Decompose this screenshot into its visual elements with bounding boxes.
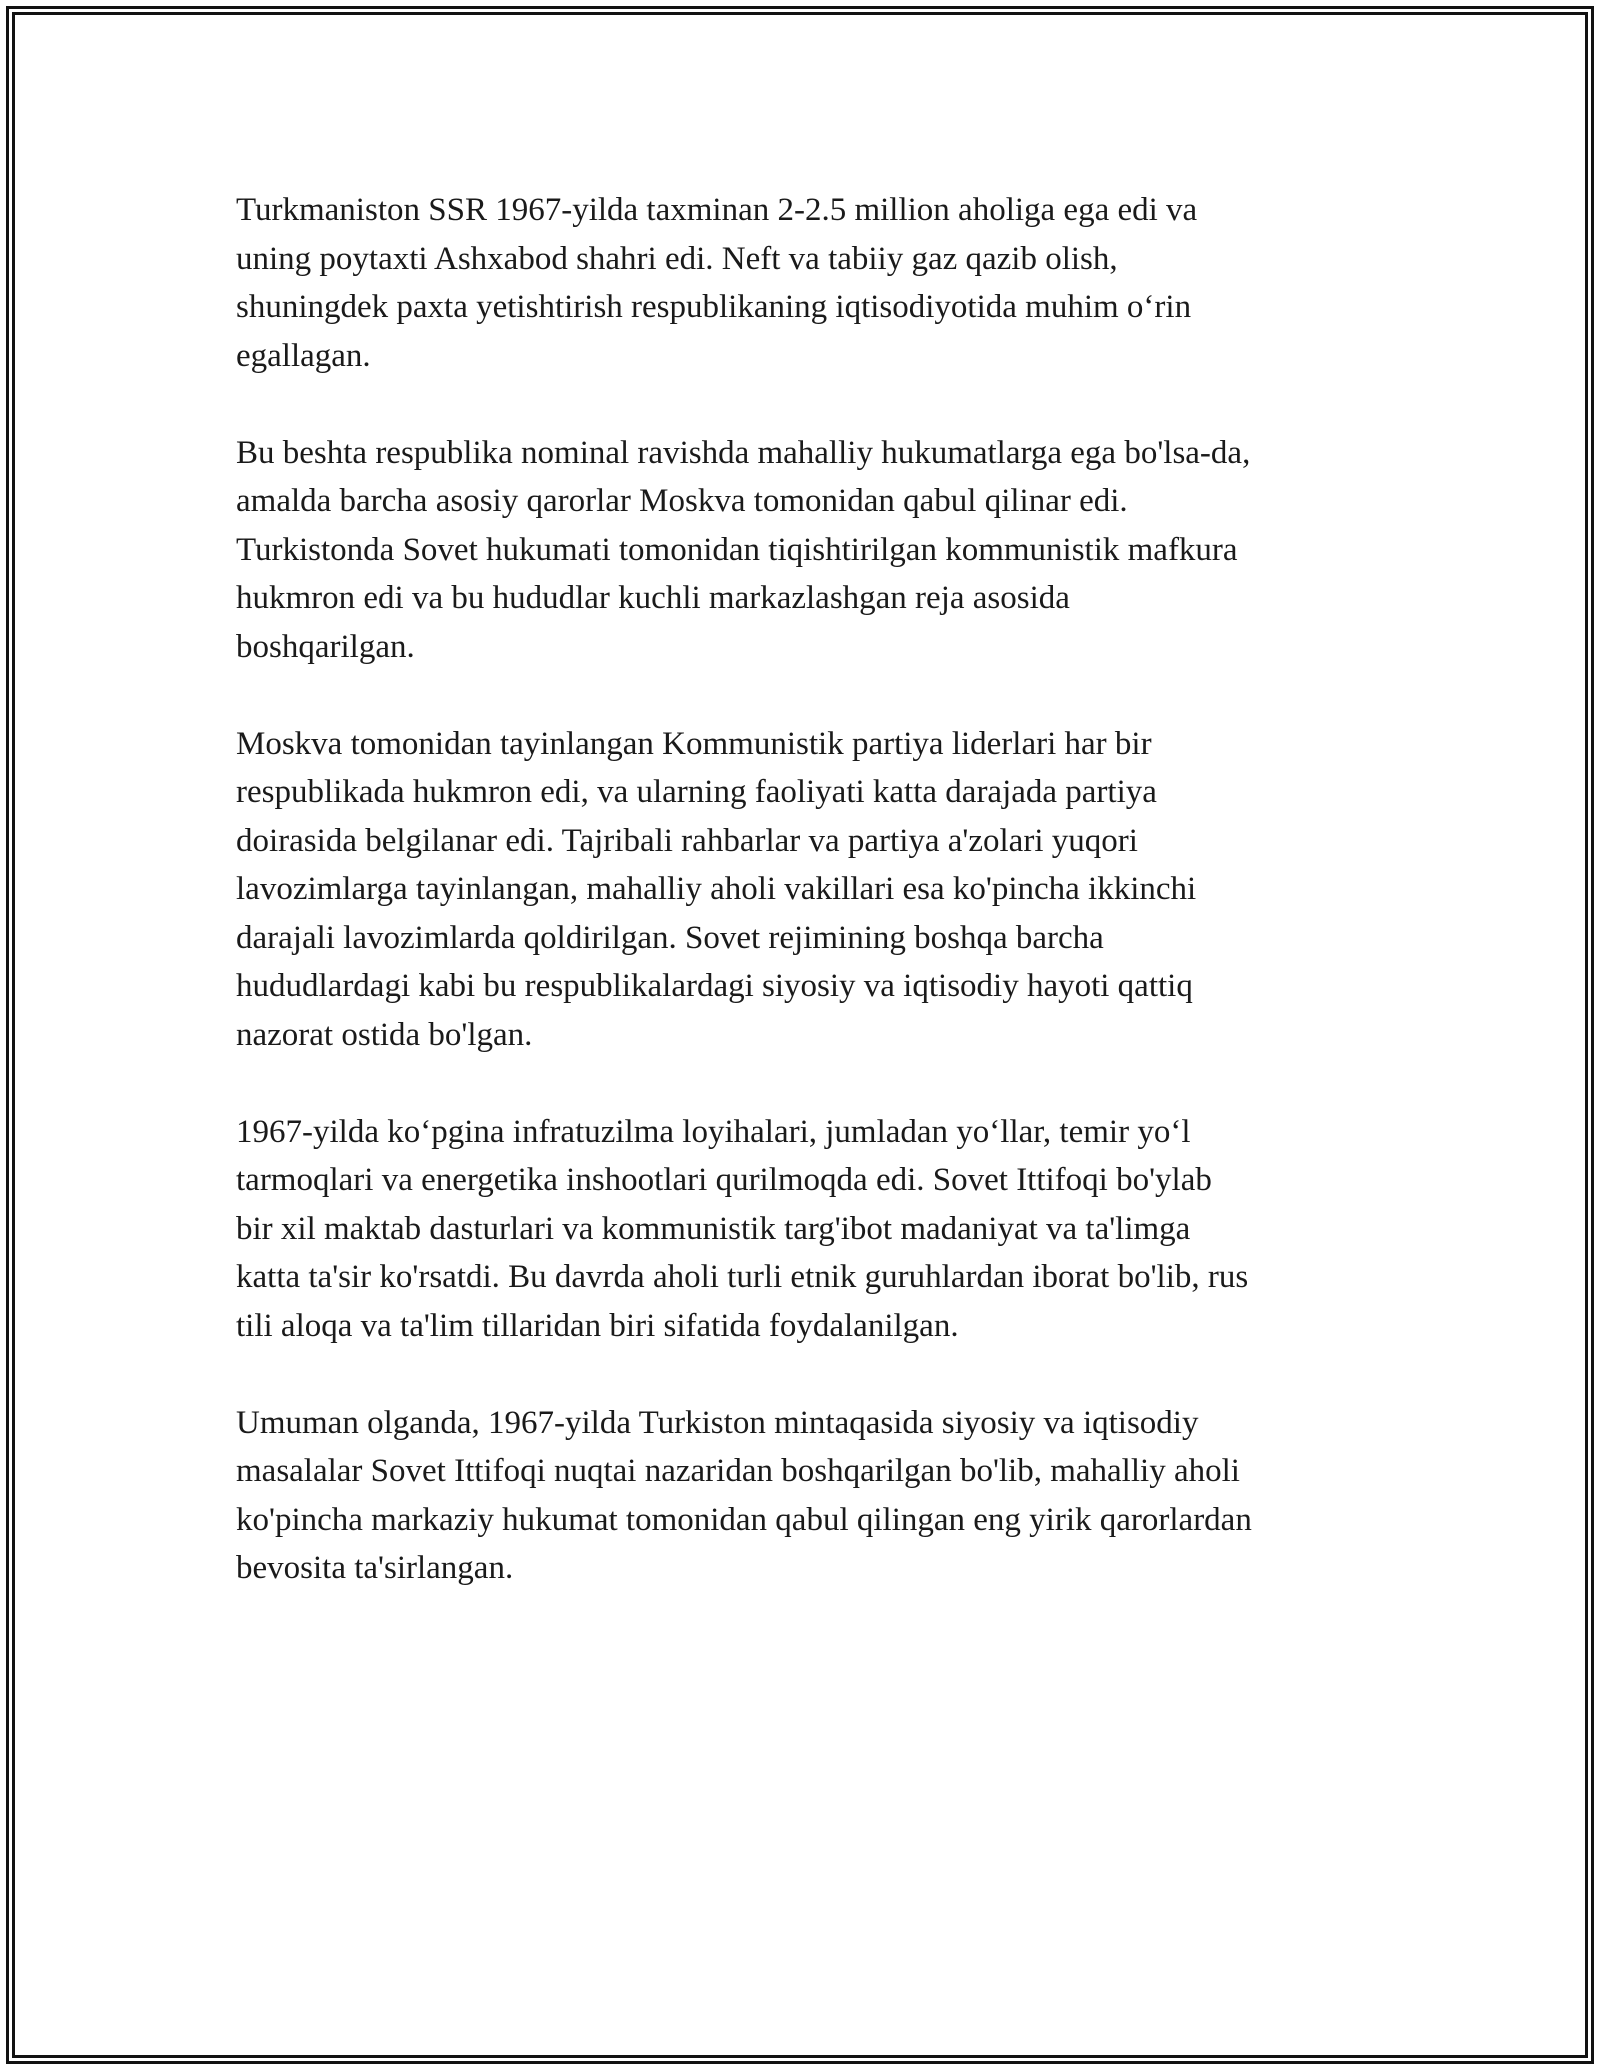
text-line: tarmoqlari va energetika inshootlari qurilmoqda edi. Sovet Ittifoqi bo'ylab (236, 1162, 1212, 1198)
document-body (236, 186, 1386, 1641)
text-line: nazorat ostida bo'lgan. (236, 1016, 533, 1053)
text-line: bevosita ta'sirlangan. (236, 1550, 514, 1586)
text-line: shuningdek paxta yetishtirish respublikaning iqtisodiyotida muhim o‘rin (236, 289, 1192, 325)
text-line: Umuman olganda, 1967-yilda Turkiston mintaqasida siyosiy va iqtisodiy (236, 1404, 1199, 1441)
text-line: katta ta'sir ko'rsatdi. Bu davrda aholi turli etnik guruhlardan iborat bo'lib, rus (236, 1259, 1249, 1295)
text-line: boshqarilgan. (236, 628, 415, 665)
text-line: Moskva tomonidan tayinlangan Kommunistik partiya liderlari har bir (236, 725, 1152, 762)
paragraph-conclusion (236, 1399, 1386, 1593)
paragraph-party-leaders (236, 720, 1386, 1060)
text-line: respublikada hukmron edi, va ularning faoliyati katta darajada partiya (236, 774, 1157, 810)
text-line: ko'pincha markaziy hukumat tomonidan qabul qilingan eng yirik qarorlardan (236, 1501, 1252, 1538)
text-line: tili aloqa va ta'lim tillaridan biri sifatida foydalanilgan. (236, 1307, 959, 1344)
text-line: 1967-yilda ko‘pgina infratuzilma loyihalari, jumladan yo‘llar, temir yo‘l (236, 1113, 1191, 1150)
paragraph-infrastructure (236, 1108, 1386, 1351)
text-line: hukmron edi va bu hududlar kuchli markazlashgan reja asosida (236, 580, 1070, 616)
text-line: Turkistonda Sovet hukumati tomonidan tiqishtirilgan kommunistik mafkura (236, 531, 1238, 568)
text-line: amalda barcha asosiy qarorlar Moskva tomonidan qabul qilinar edi. (236, 483, 1128, 519)
paragraph-government (236, 429, 1386, 672)
text-line: uning poytaxti Ashxabod shahri edi. Neft va tabiiy gaz qazib olish, (236, 240, 1118, 277)
paragraph-population (236, 186, 1386, 380)
text-line: Turkmaniston SSR 1967-yilda taxminan 2-2.5 million aholiga ega edi va (236, 192, 1198, 228)
text-line: darajali lavozimlarda qoldirilgan. Sovet rejimining boshqa barcha (236, 919, 1104, 956)
text-line: egallagan. (236, 337, 371, 374)
text-line: lavozimlarga tayinlangan, mahalliy aholi vakillari esa ko'pincha ikkinchi (236, 871, 1197, 907)
text-line: doirasida belgilanar edi. Tajribali rahbarlar va partiya a'zolari yuqori (236, 822, 1138, 859)
text-line: hududlardagi kabi bu respublikalardagi siyosiy va iqtisodiy hayoti qattiq (236, 968, 1193, 1004)
text-line: bir xil maktab dasturlari va kommunistik targ'ibot madaniyat va ta'limga (236, 1210, 1191, 1247)
text-line: Bu beshta respublika nominal ravishda mahalliy hukumatlarga ega bo'lsa-da, (236, 434, 1251, 471)
text-line: masalalar Sovet Ittifoqi nuqtai nazaridan boshqarilgan bo'lib, mahalliy aholi (236, 1453, 1240, 1489)
